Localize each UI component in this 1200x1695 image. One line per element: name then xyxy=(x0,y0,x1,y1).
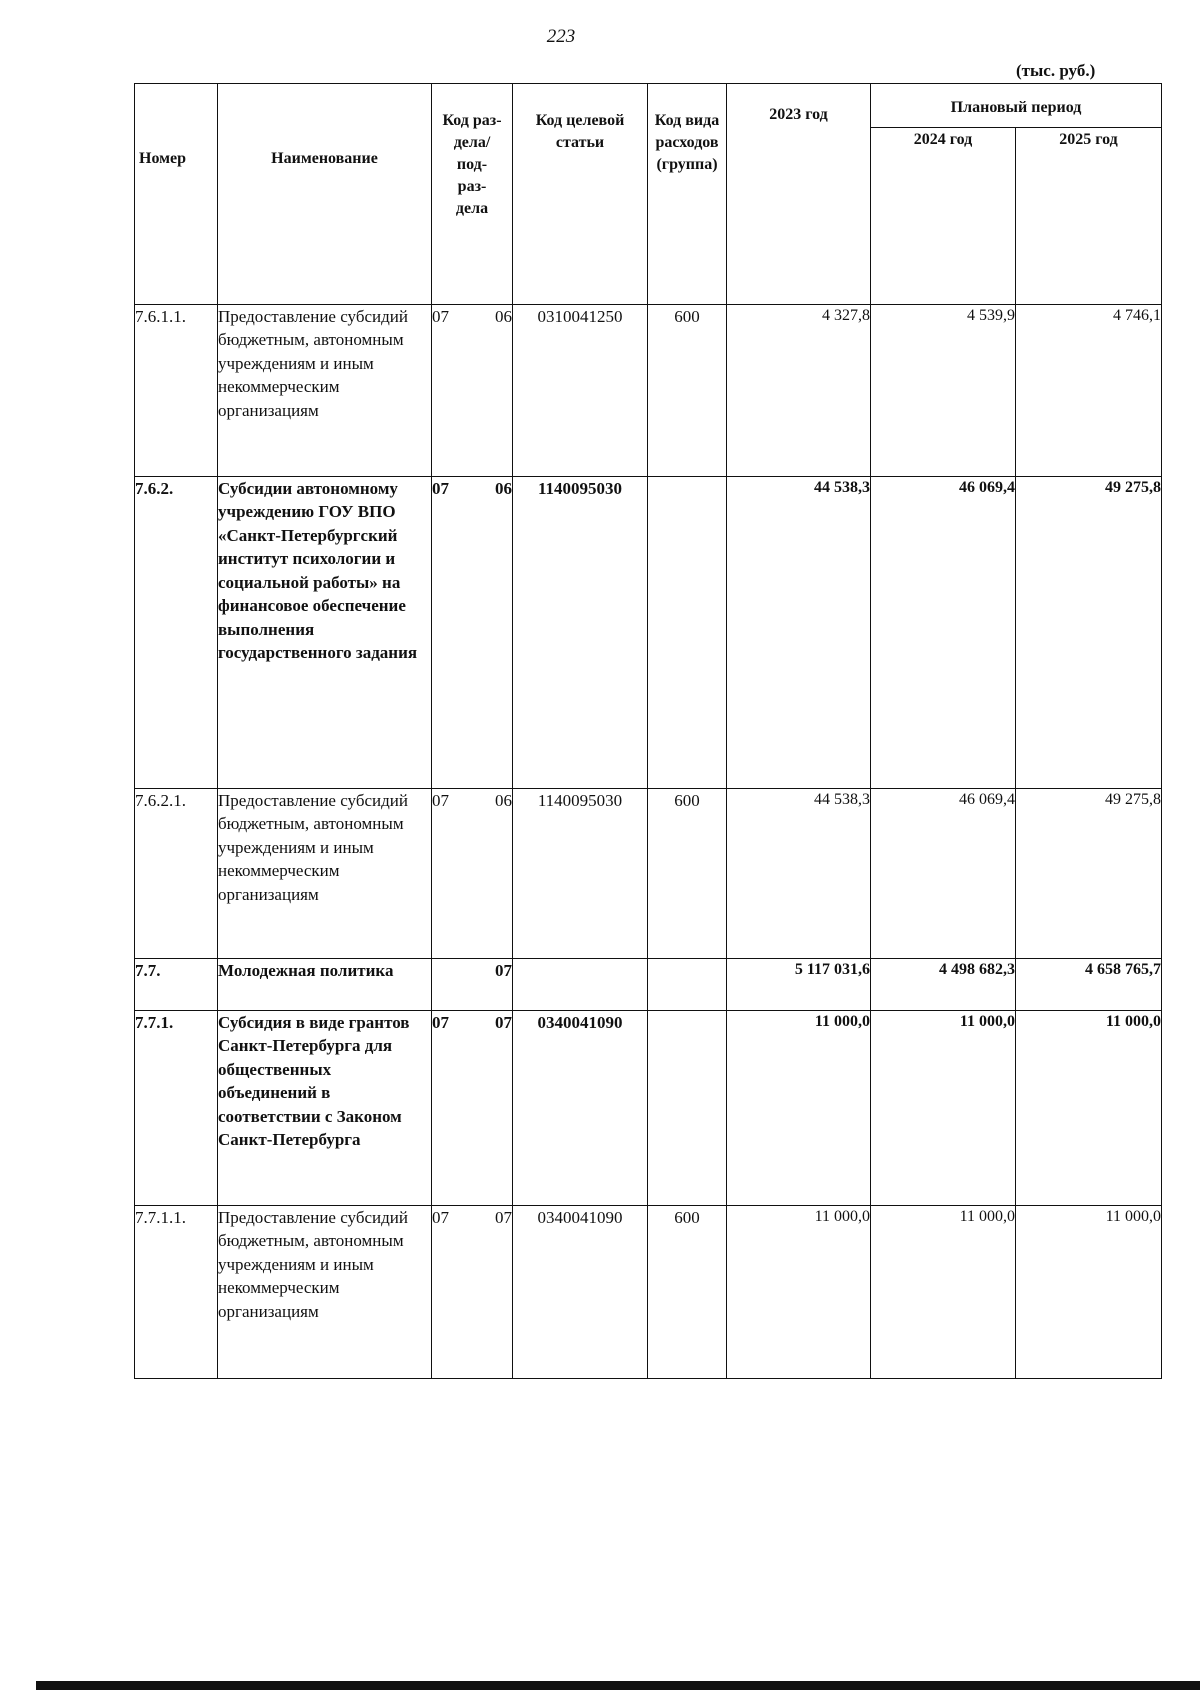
header-number: Номер xyxy=(135,84,218,305)
table-row xyxy=(135,789,1162,959)
row-number: 7.7. xyxy=(135,959,218,1011)
budget-table xyxy=(134,83,1162,1379)
row-podrazdel: 06 xyxy=(495,479,512,498)
header-plan-period: Плановый период xyxy=(871,84,1162,128)
row-celev: 1140095030 xyxy=(513,789,648,959)
header-2025: 2025 год xyxy=(1016,128,1162,305)
row-2025: 49 275,8 xyxy=(1016,477,1162,789)
row-number: 7.6.2.1. xyxy=(135,789,218,959)
row-razdel: 07 xyxy=(432,1013,449,1032)
row-number: 7.6.2. xyxy=(135,477,218,789)
row-vid xyxy=(648,1011,727,1206)
row-name: Субсидия в виде грантов Санкт-Петербурга для общественных объединений в соответствии с Законом Санкт-Петербурга xyxy=(218,1011,432,1206)
row-vid: 600 xyxy=(648,789,727,959)
row-razdel-cell xyxy=(432,477,513,789)
row-name: Молодежная политика xyxy=(218,959,432,1011)
row-podrazdel: 07 xyxy=(495,1208,512,1227)
row-razdel-cell xyxy=(432,1206,513,1379)
header-name: Наименование xyxy=(218,84,432,305)
row-razdel-cell xyxy=(432,305,513,477)
row-celev xyxy=(513,959,648,1011)
row-vid xyxy=(648,959,727,1011)
row-name: Предоставление субсидий бюджетным, автономным учреждениям и иным некоммерческим организациям xyxy=(218,305,432,477)
row-celev: 0340041090 xyxy=(513,1206,648,1379)
row-vid xyxy=(648,477,727,789)
row-name: Предоставление субсидий бюджетным, автономным учреждениям и иным некоммерческим организациям xyxy=(218,1206,432,1379)
row-razdel: 07 xyxy=(432,1208,449,1227)
page-number: 223 xyxy=(546,26,576,47)
row-celev: 1140095030 xyxy=(513,477,648,789)
row-2025: 49 275,8 xyxy=(1016,789,1162,959)
table-row xyxy=(135,477,1162,789)
row-2023: 5 117 031,6 xyxy=(727,959,871,1011)
bottom-scan-bar xyxy=(36,1681,1200,1690)
header-vid: Код вида расходов (группа) xyxy=(648,84,727,305)
row-2025: 4 658 765,7 xyxy=(1016,959,1162,1011)
row-2025: 11 000,0 xyxy=(1016,1206,1162,1379)
row-celev: 0310041250 xyxy=(513,305,648,477)
row-vid: 600 xyxy=(648,305,727,477)
row-2023: 11 000,0 xyxy=(727,1206,871,1379)
row-number: 7.7.1.1. xyxy=(135,1206,218,1379)
row-name: Субсидии автономному учреждению ГОУ ВПО «Санкт-Петербургский институт психологии и социальной работы» на финансовое обеспечение выполнения государственного задания xyxy=(218,477,432,789)
row-2023: 4 327,8 xyxy=(727,305,871,477)
row-podrazdel: 06 xyxy=(495,307,512,326)
row-podrazdel: 07 xyxy=(495,961,512,980)
row-number: 7.7.1. xyxy=(135,1011,218,1206)
table-row xyxy=(135,1011,1162,1206)
row-podrazdel: 07 xyxy=(495,1013,512,1032)
row-2024: 4 539,9 xyxy=(871,305,1016,477)
row-2025: 4 746,1 xyxy=(1016,305,1162,477)
row-2025: 11 000,0 xyxy=(1016,1011,1162,1206)
row-2024: 46 069,4 xyxy=(871,477,1016,789)
row-razdel: 07 xyxy=(432,791,449,810)
header-celev: Код целевой статьи xyxy=(513,84,648,305)
table-row xyxy=(135,959,1162,1011)
row-2024: 11 000,0 xyxy=(871,1011,1016,1206)
row-number: 7.6.1.1. xyxy=(135,305,218,477)
row-celev: 0340041090 xyxy=(513,1011,648,1206)
row-razdel: 07 xyxy=(432,307,449,326)
row-razdel-cell xyxy=(432,959,513,1011)
table-header-row xyxy=(135,84,1162,128)
row-name: Предоставление субсидий бюджетным, автономным учреждениям и иным некоммерческим организациям xyxy=(218,789,432,959)
header-2024: 2024 год xyxy=(871,128,1016,305)
row-2023: 11 000,0 xyxy=(727,1011,871,1206)
row-2024: 11 000,0 xyxy=(871,1206,1016,1379)
row-2023: 44 538,3 xyxy=(727,477,871,789)
row-vid: 600 xyxy=(648,1206,727,1379)
row-podrazdel: 06 xyxy=(495,791,512,810)
table-row xyxy=(135,1206,1162,1379)
header-2023: 2023 год xyxy=(727,84,871,305)
table-row xyxy=(135,305,1162,477)
row-razdel: 07 xyxy=(432,479,449,498)
row-razdel-cell xyxy=(432,789,513,959)
header-razdel: Код раз- дела/ под- раз- дела xyxy=(432,84,513,305)
units-label: (тыс. руб.) xyxy=(1016,61,1096,80)
row-2024: 46 069,4 xyxy=(871,789,1016,959)
row-razdel-cell xyxy=(432,1011,513,1206)
row-2023: 44 538,3 xyxy=(727,789,871,959)
row-2024: 4 498 682,3 xyxy=(871,959,1016,1011)
